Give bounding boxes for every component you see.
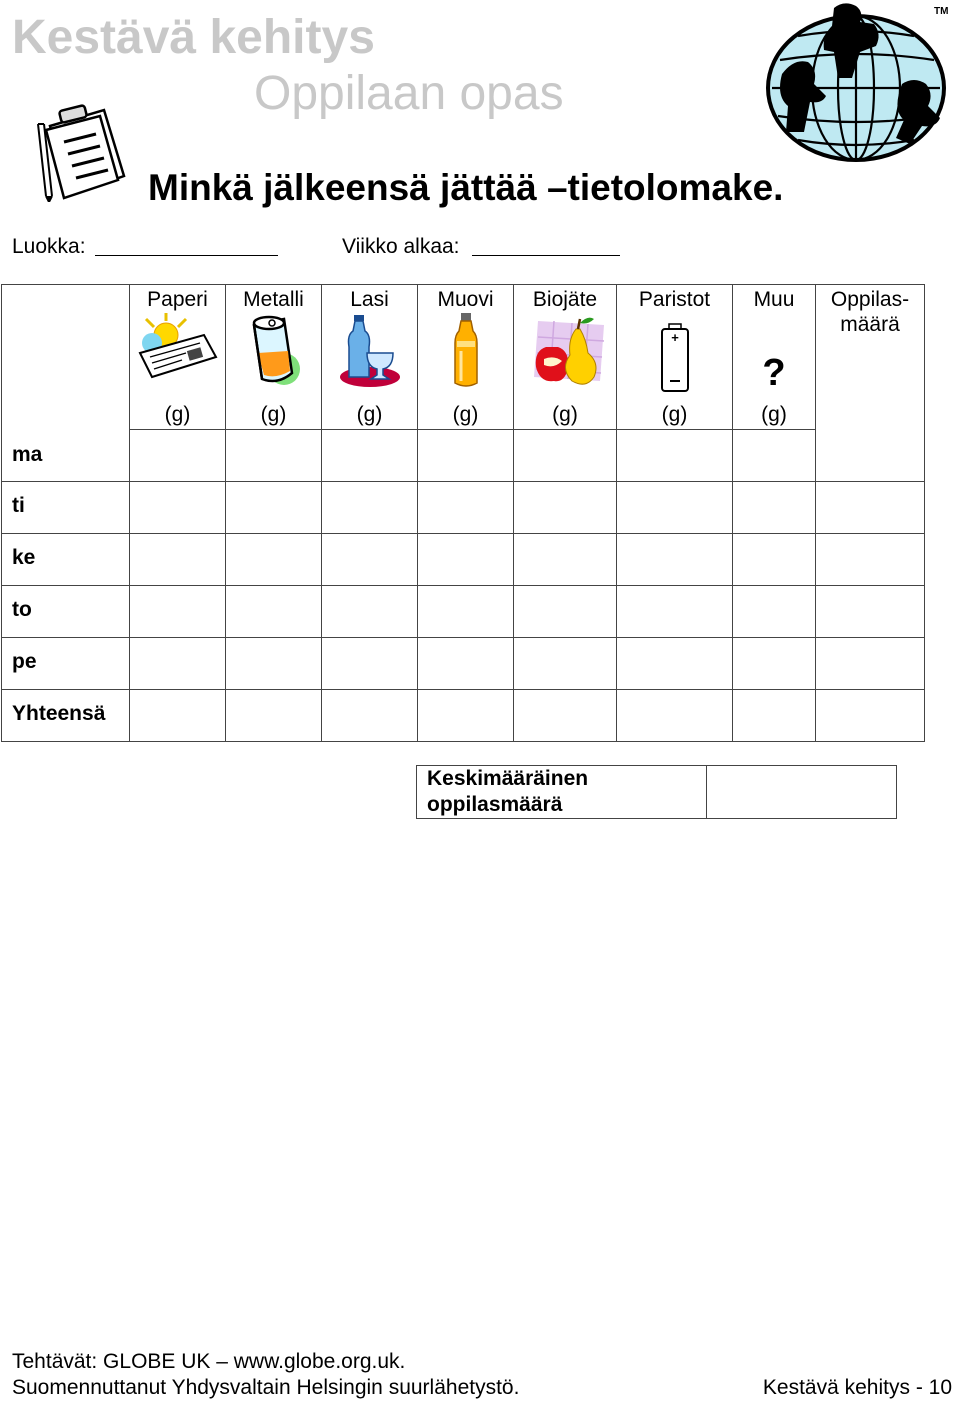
column-header-metal [226,285,322,402]
clipboard-icon [26,104,126,202]
svg-text:+: + [670,330,679,345]
data-cell[interactable] [130,482,226,534]
data-cell[interactable] [514,430,617,482]
waste-data-table [1,284,925,742]
corner-cell [2,285,130,430]
data-cell[interactable] [617,638,733,690]
column-label: Muovi [437,288,494,311]
data-cell[interactable] [733,482,816,534]
data-cell[interactable] [617,586,733,638]
data-cell[interactable] [514,586,617,638]
footer-credits: Tehtävät: GLOBE UK – www.globe.org.uk. [12,1350,406,1373]
students-label: Oppilas-määrä [830,288,910,336]
table-row [2,430,926,482]
form-heading: Minkä jälkeensä jättää –tietolomake. [148,167,784,208]
data-cell[interactable] [226,638,322,690]
table-row [2,586,926,638]
page-subtitle: Oppilaan opas [254,67,564,120]
newspaper-icon [136,313,220,381]
data-cell[interactable] [816,690,925,742]
column-label: Paristot [638,288,711,311]
question-mark-icon: ? [762,352,786,394]
data-cell[interactable] [226,482,322,534]
unit-label: (g) [617,401,733,430]
column-header-glass [322,285,418,402]
unit-label: (g) [322,401,418,430]
drink-can-icon [244,313,304,387]
data-cell[interactable] [418,482,514,534]
day-label: ke [2,534,130,586]
column-label: Biojäte [532,288,598,311]
unit-label: (g) [733,401,816,430]
data-cell[interactable] [322,586,418,638]
data-cell[interactable] [514,690,617,742]
data-cell[interactable] [322,638,418,690]
data-cell[interactable] [816,534,925,586]
data-cell[interactable] [226,534,322,586]
week-label: Viikko alkaa: [342,235,460,258]
data-cell[interactable] [130,690,226,742]
glass-bottle-icon [337,311,403,389]
data-cell[interactable] [418,586,514,638]
data-cell[interactable] [733,690,816,742]
data-cell[interactable] [322,690,418,742]
data-cell[interactable] [322,482,418,534]
data-cell[interactable] [733,586,816,638]
average-label: Keskimääräinen oppilasmäärä [417,766,707,819]
day-label: ma [2,430,130,482]
day-label: to [2,586,130,638]
footer-page-number: Kestävä kehitys - 10 [762,1376,952,1399]
table-row [2,534,926,586]
globe-logo [764,0,954,162]
battery-icon [659,323,691,393]
footer-translation: Suomennuttanut Yhdysvaltain Helsingin suurlähetystö. [12,1376,520,1399]
class-label: Luokka: [12,235,86,258]
class-input-line[interactable] [95,255,278,256]
data-cell[interactable] [514,638,617,690]
total-label: Yhteensä [2,690,130,742]
data-cell[interactable] [322,534,418,586]
average-table [416,765,897,819]
data-cell[interactable] [226,586,322,638]
average-value-cell[interactable] [707,766,897,819]
page-title: Kestävä kehitys [12,11,375,64]
data-cell[interactable] [617,482,733,534]
column-label: Paperi [147,288,208,311]
data-cell[interactable] [226,430,322,482]
trademark-mark: TM [934,6,949,17]
data-cell[interactable] [418,534,514,586]
data-cell[interactable] [130,534,226,586]
data-cell[interactable] [130,638,226,690]
data-cell[interactable] [226,690,322,742]
column-header-paper [130,285,226,402]
column-header-other [733,285,816,402]
column-header-batteries [617,285,733,402]
data-cell[interactable] [130,586,226,638]
fruit-waste-icon [524,311,606,389]
plastic-bottle-icon [451,311,481,389]
column-label: Lasi [350,288,389,311]
data-cell[interactable] [514,534,617,586]
unit-label: (g) [226,401,322,430]
day-label: ti [2,482,130,534]
data-cell[interactable] [733,534,816,586]
table-spacer [925,285,926,742]
column-header-students [816,285,925,430]
unit-label: (g) [418,401,514,430]
table-row [2,482,926,534]
data-cell[interactable] [733,430,816,482]
data-cell[interactable] [617,534,733,586]
data-cell[interactable] [816,482,925,534]
data-cell[interactable] [733,638,816,690]
data-cell[interactable] [418,430,514,482]
week-input-line[interactable] [472,255,620,256]
data-cell[interactable] [816,430,925,482]
data-cell[interactable] [418,638,514,690]
unit-label: (g) [130,401,226,430]
unit-label: (g) [514,401,617,430]
data-cell[interactable] [816,638,925,690]
table-row [2,638,926,690]
data-cell[interactable] [514,482,617,534]
data-cell[interactable] [322,430,418,482]
column-label: Metalli [243,288,304,311]
data-cell[interactable] [130,430,226,482]
data-cell[interactable] [418,690,514,742]
column-header-biowaste [514,285,617,402]
data-cell[interactable] [617,430,733,482]
data-cell[interactable] [617,690,733,742]
day-label: pe [2,638,130,690]
data-cell[interactable] [816,586,925,638]
table-row [2,690,926,742]
column-label: Muu [753,288,795,311]
column-header-plastic [418,285,514,402]
